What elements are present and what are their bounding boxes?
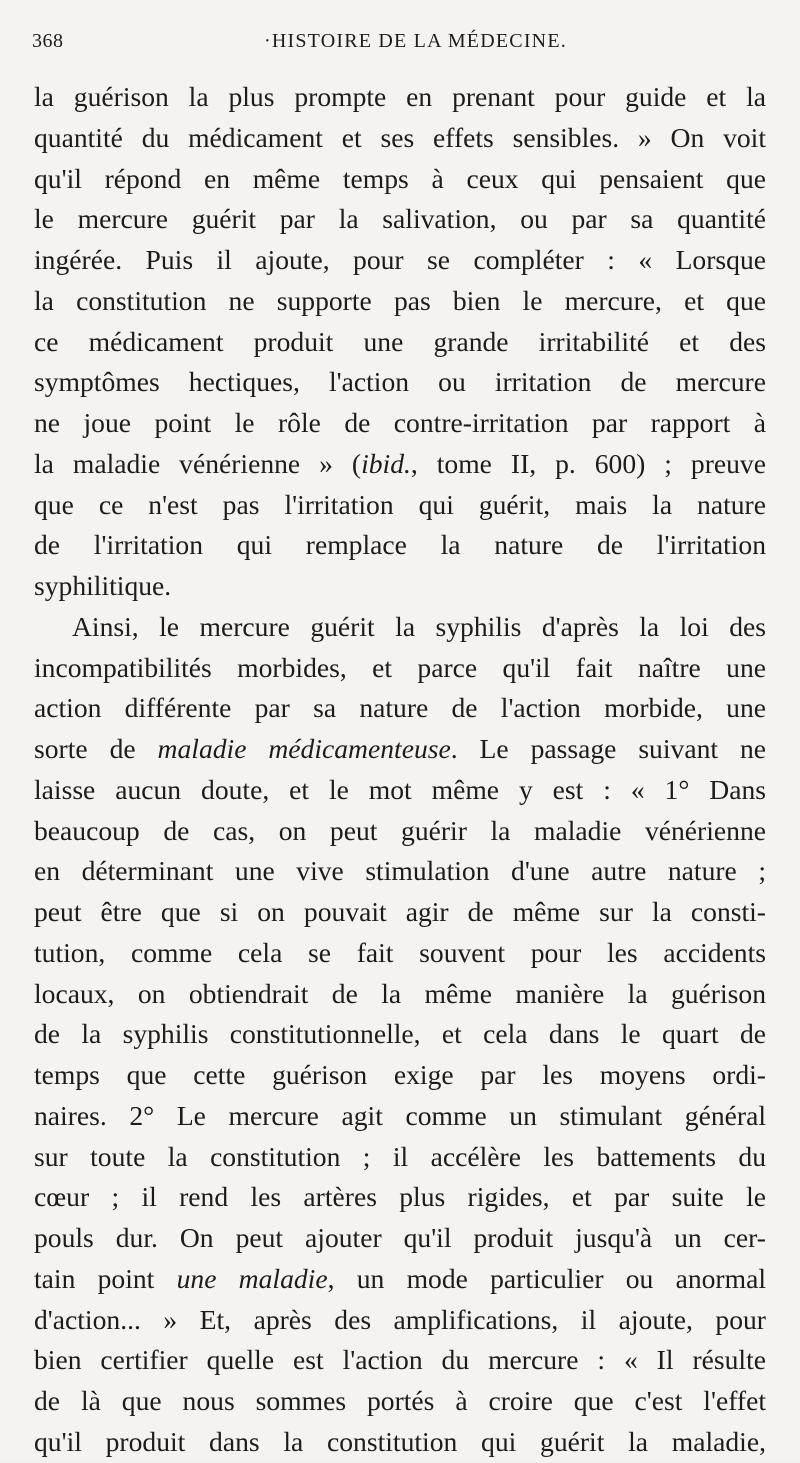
body-text	[34, 77, 766, 1463]
text-line	[34, 240, 766, 281]
text-line	[34, 1422, 766, 1463]
page-number: 368	[32, 30, 64, 52]
text-line	[34, 362, 766, 403]
text-line	[34, 1300, 766, 1341]
text-line	[34, 444, 766, 485]
line-text: de là que nous sommes portés à croire que c'est l'effet	[34, 1385, 766, 1416]
line-text: beaucoup de cas, on peut guérir la maladie vénérienne	[34, 814, 766, 846]
line-text: tution, comme cela se fait souvent pour les accidents	[34, 936, 766, 968]
line-text-after: , tome II, p. 600) ; preuve	[410, 447, 766, 479]
italic-text: ibid.	[361, 447, 411, 479]
line-text: quantité du médicament et ses effets sensibles. » On voit	[34, 121, 766, 153]
line-text: syphilitique.	[34, 570, 172, 601]
text-line	[34, 159, 766, 200]
line-text: peut être que si on pouvait agir de même sur la consti-	[34, 896, 766, 927]
line-text-before: sorte de	[34, 733, 158, 764]
text-line	[34, 1177, 766, 1218]
line-text: Ainsi, le mercure guérit la syphilis d'après la loi des	[72, 610, 766, 642]
line-text: symptômes hectiques, l'action ou irritation de mercure	[34, 366, 766, 398]
text-line	[34, 974, 766, 1015]
text-line	[34, 770, 766, 811]
line-text-after: . Le passage suivant ne	[450, 733, 767, 764]
line-text: d'action... » Et, après des amplifications, il ajoute, pour	[34, 1303, 766, 1335]
line-text: la constitution ne supporte pas bien le mercure, et que	[34, 284, 766, 316]
line-text: la guérison la plus prompte en prenant pour guide et la	[34, 81, 766, 112]
text-line	[34, 933, 766, 974]
text-line	[34, 811, 766, 852]
line-text: ingérée. Puis il ajoute, pour se compléter : « Lorsque	[34, 244, 766, 275]
line-text: qu'il répond en même temps à ceux qui pensaient que	[34, 162, 766, 194]
text-line	[34, 729, 766, 770]
text-line	[34, 1218, 766, 1259]
text-line	[34, 1014, 766, 1055]
text-line	[34, 322, 766, 363]
running-title: ·HISTOIRE DE LA MÉDECINE.	[264, 30, 567, 52]
line-text: de la syphilis constitutionnelle, et cela dans le quart de	[34, 1018, 766, 1050]
text-line	[34, 403, 766, 444]
text-line	[34, 1259, 766, 1300]
text-line	[34, 1055, 766, 1096]
text-line	[34, 1096, 766, 1137]
line-text: incompatibilités morbides, et parce qu'il fait naître une	[34, 651, 766, 683]
line-text: laisse aucun doute, et le mot même y est : « 1° Dans	[34, 773, 766, 805]
line-text: ce médicament produit une grande irritabilité et des	[34, 325, 766, 357]
line-text: le mercure guérit par la salivation, ou par sa quantité	[34, 203, 766, 235]
text-line	[34, 77, 766, 118]
line-text: cœur ; il rend les artères plus rigides, et par suite le	[34, 1181, 766, 1213]
text-line	[34, 485, 766, 526]
line-text-before: tain point	[34, 1262, 177, 1294]
line-text: en déterminant une vive stimulation d'une autre nature ;	[34, 855, 766, 887]
italic-text: une maladie	[176, 1262, 328, 1294]
line-text: sur toute la constitution ; il accélère les battements du	[34, 1140, 766, 1172]
line-text: que ce n'est pas l'irritation qui guérit, mais la nature	[34, 488, 766, 520]
italic-text: maladie médicamenteuse	[157, 733, 451, 764]
text-line	[34, 199, 766, 240]
text-line	[34, 1340, 766, 1381]
text-line	[34, 1137, 766, 1178]
text-line	[34, 851, 766, 892]
line-text: action différente par sa nature de l'action morbide, une	[34, 692, 766, 724]
text-line	[34, 281, 766, 322]
text-line	[34, 607, 766, 648]
text-line	[34, 648, 766, 689]
line-text: temps que cette guérison exige par les moyens ordi-	[34, 1059, 766, 1090]
text-line	[34, 1381, 766, 1422]
text-line	[34, 892, 766, 933]
line-text-before: la maladie vénérienne » (	[34, 447, 362, 479]
text-line	[34, 118, 766, 159]
line-text: qu'il produit dans la constitution qui guérit la maladie,	[34, 1425, 766, 1457]
text-line	[34, 525, 766, 566]
line-text: locaux, on obtiendrait de la même manière la guérison	[34, 977, 766, 1009]
line-text: pouls dur. On peut ajouter qu'il produit jusqu'à un cer-	[34, 1222, 766, 1253]
line-text: de l'irritation qui remplace la nature de l'irritation	[34, 529, 766, 561]
line-text: naires. 2° Le mercure agit comme un stimulant général	[34, 1099, 766, 1131]
line-text-after: , un mode particulier ou anormal	[327, 1262, 767, 1294]
text-line	[34, 688, 766, 729]
page-header	[32, 30, 767, 60]
line-text: bien certifier quelle est l'action du mercure : « Il résulte	[34, 1344, 766, 1376]
text-line	[34, 566, 766, 607]
line-text: ne joue point le rôle de contre-irritation par rapport à	[34, 407, 766, 438]
